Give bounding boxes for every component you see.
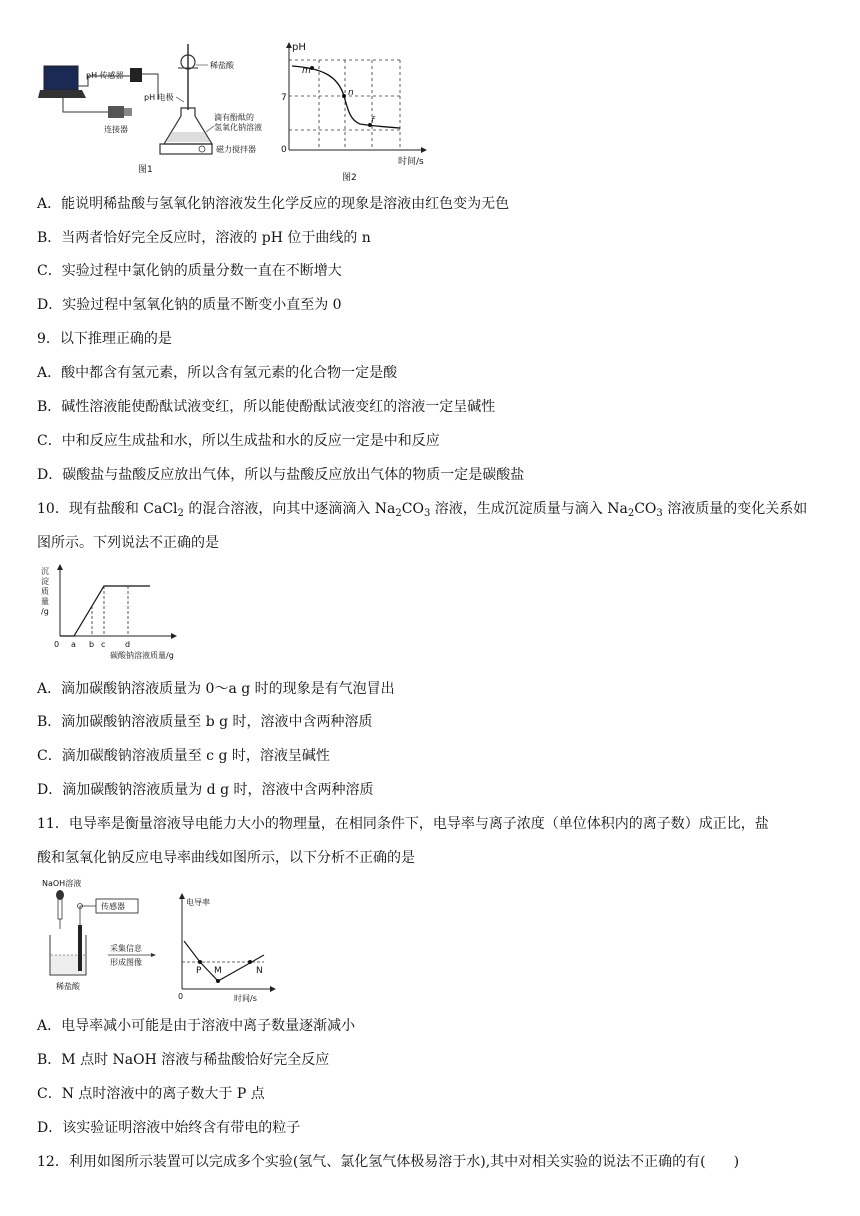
precipitate-line	[60, 586, 150, 636]
q10-option-b: B．滴加碳酸钠溶液质量至 b g 时，溶液中含两种溶质	[37, 714, 373, 730]
tick-a: a	[71, 640, 76, 649]
time-axis-label: 时间/s	[398, 157, 424, 167]
q10-stem-line1: 10．现有盐酸和 CaCl$_2$ 的混合溶液，向其中逐滴滴入 $Na_2CO_3$ 溶液，生成沉淀质量与滴入 $Na_2CO_3$ 溶液质量的变化关系如	[37, 501, 808, 519]
ph-curve-figure	[272, 40, 442, 185]
label-n: n	[348, 88, 354, 98]
q10-option-d: D．滴加碳酸钠溶液质量为 d g 时，溶液中含两种溶质	[37, 782, 374, 798]
label-f: f	[371, 116, 375, 126]
tick-b: b	[89, 640, 95, 649]
connector-icon	[108, 106, 132, 118]
ph-sensor-box	[130, 68, 142, 82]
label-m: m	[302, 66, 311, 76]
q8-option-a: A．能说明稀盐酸与氢氧化钠溶液发生化学反应的现象是溶液由红色变为无色	[37, 196, 510, 212]
q11-option-d: D．该实验证明溶液中始终含有带电的粒子	[37, 1120, 301, 1136]
sensor-label: 传感器	[101, 902, 125, 911]
ph-axis-label: pH	[292, 42, 306, 53]
ph-sensor-label: pH 传感器	[86, 71, 124, 80]
solution-label-1: 滴有酚酞的	[214, 113, 254, 122]
origin-0: 0	[178, 992, 184, 1001]
tick-c: c	[101, 640, 106, 649]
origin-label: 0	[281, 145, 287, 155]
ph-electrode-label: pH 电极	[144, 93, 174, 102]
y-label-2: 淀	[41, 577, 49, 586]
collect-label-1: 采集信息	[110, 944, 142, 953]
q8-option-d: D．实验过程中氢氧化钠的质量不断变小直至为 0	[37, 297, 342, 313]
dropper-icon	[56, 890, 64, 929]
tick-d: d	[125, 640, 131, 649]
precipitate-graph	[38, 562, 188, 664]
stirrer-label: 磁力搅拌器	[216, 145, 256, 154]
y-label-1: 沉	[41, 567, 49, 576]
point-n	[342, 94, 346, 98]
figure1-caption: 图1	[138, 165, 153, 175]
origin-0: 0	[54, 640, 60, 649]
conductivity-figure	[38, 875, 278, 1005]
q11-option-a: A．电导率减小可能是由于溶液中离子数量逐渐减小	[37, 1018, 356, 1034]
connector-label: 连接器	[104, 125, 128, 134]
apparatus-figure	[38, 40, 273, 180]
point-m	[216, 979, 220, 983]
q9-option-a: A．酸中都含有氢元素，所以含有氢元素的化合物一定是酸	[37, 365, 398, 381]
q9-option-b: B．碱性溶液能使酚酞试液变红，所以能使酚酞试液变红的溶液一定呈碱性	[37, 399, 496, 415]
y-label-5: /g	[41, 607, 49, 616]
x-axis-label: 碳酸钠溶液质量/g	[110, 651, 174, 660]
q10-option-a: A．滴加碳酸钠溶液质量为 0～a g 时的现象是有气泡冒出	[37, 681, 395, 697]
solution-label-2: 氢氧化钠溶液	[214, 123, 262, 132]
q11-option-c: C．N 点时溶液中的离子数大于 P 点	[37, 1086, 265, 1102]
q8-option-b: B．当两者恰好完全反应时，溶液的 pH 位于曲线的 n	[37, 230, 371, 246]
dilute-hcl-label: 稀盐酸	[210, 61, 234, 70]
figure2-caption: 图2	[342, 173, 357, 183]
ylabel-conductivity: 电导率	[186, 898, 210, 907]
q10-option-c: C．滴加碳酸钠溶液质量至 c g 时，溶液呈碱性	[37, 748, 330, 764]
q9-stem: 9．以下推理正确的是	[37, 331, 172, 347]
q9-option-c: C．中和反应生成盐和水，所以生成盐和水的反应一定是中和反应	[37, 433, 440, 449]
q8-option-c: C．实验过程中氯化钠的质量分数一直在不断增大	[37, 263, 342, 279]
magnetic-stirrer-icon	[160, 144, 212, 154]
naoh-label: NaOH溶液	[42, 879, 82, 888]
beaker-icon	[50, 925, 86, 975]
q11-stem-line2: 酸和氢氧化钠反应电导率曲线如图所示，以下分析不正确的是	[37, 850, 415, 866]
q10-stem-line2: 图所示。下列说法不正确的是	[37, 535, 219, 551]
y-label-3: 质	[41, 587, 49, 596]
label-M: M	[214, 966, 222, 976]
ph-7-label: 7	[281, 93, 287, 103]
q11-option-b: B．M 点时 NaOH 溶液与稀盐酸恰好完全反应	[37, 1052, 330, 1068]
y-label-4: 量	[41, 597, 49, 606]
point-n	[248, 960, 252, 964]
collect-label-2: 形成图像	[110, 958, 142, 967]
label-P: P	[196, 966, 202, 976]
q12-stem: 12．利用如图所示装置可以完成多个实验(氢气、氯化氢气体极易溶于水),其中对相关实验的说法不正确的有( )	[37, 1154, 740, 1170]
label-N: N	[256, 966, 263, 976]
hcl-label: 稀盐酸	[56, 982, 80, 991]
xlabel-time: 时间/s	[234, 994, 257, 1003]
laptop-icon	[38, 66, 86, 98]
conical-flask-icon	[164, 108, 212, 144]
q11-stem-line1: 11．电导率是衡量溶液导电能力大小的物理量，在相同条件下，电导率与离子浓度（单位体积内的离子数）成正比，盐	[37, 816, 769, 832]
q9-option-d: D．碳酸盐与盐酸反应放出气体，所以与盐酸反应放出气体的物质一定是碳酸盐	[37, 467, 525, 483]
point-p	[198, 960, 202, 964]
